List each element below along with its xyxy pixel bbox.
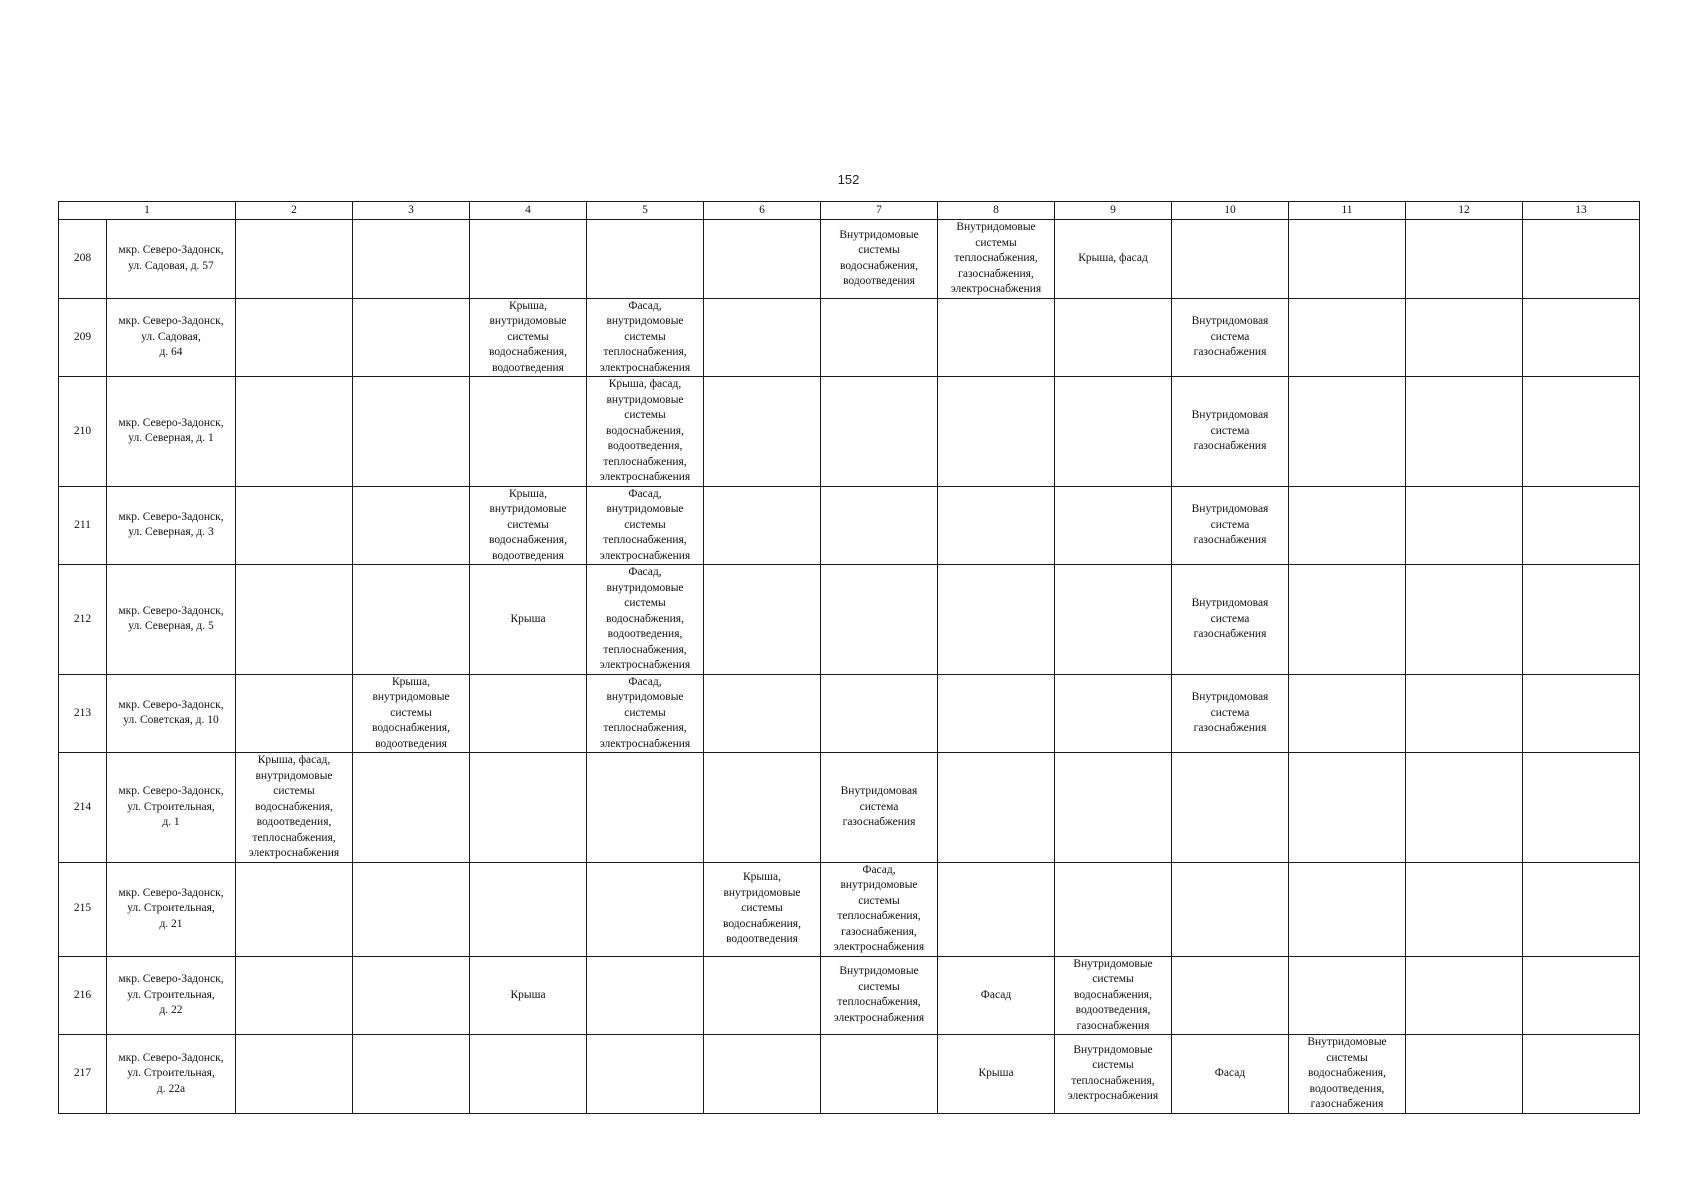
work-cell bbox=[353, 862, 470, 956]
work-cell bbox=[1172, 1035, 1289, 1114]
work-cell bbox=[1406, 486, 1523, 565]
work-cell bbox=[821, 377, 938, 487]
work-text: Внутридомовые системы теплоснабжения, газоснабжения, электроснабжения bbox=[950, 221, 1042, 295]
address-cell bbox=[107, 862, 236, 956]
work-cell bbox=[1406, 298, 1523, 377]
column-header: 12 bbox=[1406, 202, 1523, 220]
address-text: мкр. Северо-Задонск, ул. Строительная, д. 22 bbox=[118, 973, 224, 1016]
work-cell bbox=[821, 862, 938, 956]
column-header: 8 bbox=[938, 202, 1055, 220]
work-cell bbox=[704, 956, 821, 1035]
work-cell bbox=[704, 377, 821, 487]
work-cell bbox=[587, 1035, 704, 1114]
work-cell bbox=[587, 565, 704, 675]
work-cell bbox=[1172, 220, 1289, 299]
work-cell bbox=[1523, 486, 1640, 565]
row-number: 208 bbox=[59, 220, 107, 299]
row-number: 212 bbox=[59, 565, 107, 675]
work-text: Внутридомовые системы теплоснабжения, электроснабжения bbox=[833, 965, 925, 1024]
work-cell bbox=[1406, 565, 1523, 675]
work-text: Крыша, внутридомовые системы водоснабжения, водоотведения bbox=[723, 871, 801, 946]
row-number: 215 bbox=[59, 862, 107, 956]
work-text: Крыша, фасад, внутридомовые системы водоснабжения, водоотведения, теплоснабжения, электроснабжения bbox=[599, 378, 691, 483]
work-cell bbox=[1406, 377, 1523, 487]
work-cell bbox=[1055, 220, 1172, 299]
work-text: Внутридомовые системы теплоснабжения, электроснабжения bbox=[1067, 1043, 1159, 1103]
work-cell bbox=[938, 377, 1055, 487]
column-header: 13 bbox=[1523, 202, 1640, 220]
table-row bbox=[59, 1035, 1640, 1114]
table-row bbox=[59, 674, 1640, 753]
work-text: Внутридомовая система газоснабжения bbox=[1191, 597, 1269, 640]
work-cell bbox=[821, 565, 938, 675]
work-cell bbox=[1172, 674, 1289, 753]
work-cell bbox=[704, 1035, 821, 1114]
work-cell bbox=[1406, 956, 1523, 1035]
work-cell bbox=[1055, 298, 1172, 377]
work-cell bbox=[353, 486, 470, 565]
work-cell bbox=[236, 674, 353, 753]
work-text: Крыша, фасад, внутридомовые системы водоснабжения, водоотведения, теплоснабжения, электроснабжения bbox=[248, 754, 340, 859]
work-cell bbox=[1406, 220, 1523, 299]
column-header: 3 bbox=[353, 202, 470, 220]
work-cell bbox=[1523, 220, 1640, 299]
address-text: мкр. Северо-Задонск, ул. Строительная, д. 21 bbox=[118, 886, 224, 930]
work-cell bbox=[1289, 1035, 1406, 1114]
work-cell bbox=[1406, 753, 1523, 863]
address-cell bbox=[107, 486, 236, 565]
work-cell bbox=[1055, 377, 1172, 487]
row-number: 214 bbox=[59, 753, 107, 863]
address-cell bbox=[107, 298, 236, 377]
work-cell bbox=[236, 862, 353, 956]
work-text: Крыша bbox=[978, 1067, 1014, 1079]
work-cell bbox=[938, 862, 1055, 956]
work-cell bbox=[470, 565, 587, 675]
work-cell bbox=[1523, 674, 1640, 753]
work-cell bbox=[236, 753, 353, 863]
address-cell bbox=[107, 674, 236, 753]
address-cell bbox=[107, 377, 236, 487]
work-text: Фасад, внутридомовые системы теплоснабжения, газоснабжения, электроснабжения bbox=[833, 863, 925, 953]
work-cell bbox=[470, 956, 587, 1035]
header-row bbox=[59, 202, 1640, 220]
address-text: мкр. Северо-Задонск, ул. Строительная, д. 22а bbox=[118, 1051, 224, 1095]
work-cell bbox=[1523, 862, 1640, 956]
address-text: мкр. Северо-Задонск, ул. Советская, д. 10 bbox=[118, 698, 224, 727]
column-header: 11 bbox=[1289, 202, 1406, 220]
work-cell bbox=[1523, 1035, 1640, 1114]
work-text: Внутридомовая система газоснабжения bbox=[1191, 315, 1269, 358]
work-cell bbox=[1172, 298, 1289, 377]
work-text: Крыша bbox=[510, 988, 546, 1001]
work-cell bbox=[821, 486, 938, 565]
address-cell bbox=[107, 220, 236, 299]
work-text: Внутридомовая система газоснабжения bbox=[1191, 409, 1269, 452]
work-cell bbox=[353, 565, 470, 675]
work-cell bbox=[704, 862, 821, 956]
work-cell bbox=[1406, 862, 1523, 956]
row-number: 216 bbox=[59, 956, 107, 1035]
work-cell bbox=[821, 674, 938, 753]
work-cell bbox=[1055, 674, 1172, 753]
work-cell bbox=[1523, 298, 1640, 377]
work-cell bbox=[353, 674, 470, 753]
column-header: 5 bbox=[587, 202, 704, 220]
work-cell bbox=[470, 486, 587, 565]
work-cell bbox=[236, 377, 353, 487]
work-text: Фасад, внутридомовые системы водоснабжения, водоотведения, теплоснабжения, электроснабжения bbox=[599, 566, 691, 671]
work-cell bbox=[1055, 753, 1172, 863]
work-cell bbox=[353, 956, 470, 1035]
work-cell bbox=[704, 674, 821, 753]
work-cell bbox=[1172, 956, 1289, 1035]
work-cell bbox=[704, 565, 821, 675]
work-cell bbox=[1055, 862, 1172, 956]
work-cell bbox=[938, 674, 1055, 753]
work-cell bbox=[1172, 377, 1289, 487]
table-row bbox=[59, 862, 1640, 956]
work-cell bbox=[1523, 565, 1640, 675]
column-header: 1 bbox=[59, 202, 236, 220]
work-cell bbox=[236, 1035, 353, 1114]
work-cell bbox=[938, 298, 1055, 377]
work-cell bbox=[1289, 862, 1406, 956]
address-text: мкр. Северо-Задонск, ул. Северная, д. 5 bbox=[118, 604, 224, 633]
work-cell bbox=[1406, 674, 1523, 753]
work-cell bbox=[587, 956, 704, 1035]
work-cell bbox=[1055, 956, 1172, 1035]
row-number: 210 bbox=[59, 377, 107, 487]
work-cell bbox=[821, 753, 938, 863]
work-cell bbox=[353, 377, 470, 487]
work-text: Внутридомовая система газоснабжения bbox=[1191, 503, 1269, 546]
work-cell bbox=[470, 862, 587, 956]
work-cell bbox=[1055, 565, 1172, 675]
address-text: мкр. Северо-Задонск, ул. Северная, д. 1 bbox=[118, 416, 224, 445]
work-cell bbox=[938, 486, 1055, 565]
work-cell bbox=[821, 298, 938, 377]
work-cell bbox=[236, 298, 353, 377]
column-header: 2 bbox=[236, 202, 353, 220]
work-cell bbox=[587, 486, 704, 565]
work-cell bbox=[1172, 486, 1289, 565]
work-text: Фасад, внутридомовые системы теплоснабжения, электроснабжения bbox=[599, 487, 691, 562]
column-header: 7 bbox=[821, 202, 938, 220]
address-cell bbox=[107, 1035, 236, 1114]
column-header: 10 bbox=[1172, 202, 1289, 220]
work-cell bbox=[821, 220, 938, 299]
repair-schedule-table bbox=[58, 201, 1640, 1114]
work-text: Фасад, внутридомовые системы теплоснабжения, электроснабжения bbox=[599, 675, 691, 750]
column-header: 9 bbox=[1055, 202, 1172, 220]
table-row bbox=[59, 753, 1640, 863]
work-text: Внутридомовая система газоснабжения bbox=[840, 785, 918, 828]
work-cell bbox=[1172, 753, 1289, 863]
work-text: Внутридомовая система газоснабжения bbox=[1191, 691, 1269, 734]
row-number: 209 bbox=[59, 298, 107, 377]
address-cell bbox=[107, 956, 236, 1035]
work-cell bbox=[1523, 956, 1640, 1035]
row-number: 211 bbox=[59, 486, 107, 565]
address-text: мкр. Северо-Задонск, ул. Садовая, д. 57 bbox=[118, 244, 224, 272]
work-text: Крыша bbox=[510, 612, 546, 625]
address-cell bbox=[107, 753, 236, 863]
work-text: Крыша, фасад bbox=[1078, 252, 1148, 264]
address-text: мкр. Северо-Задонск, ул. Строительная, д. 1 bbox=[118, 785, 224, 828]
work-cell bbox=[236, 956, 353, 1035]
row-number: 213 bbox=[59, 674, 107, 753]
column-header: 6 bbox=[704, 202, 821, 220]
work-cell bbox=[587, 298, 704, 377]
work-cell bbox=[1172, 862, 1289, 956]
work-text: Фасад bbox=[1214, 1067, 1246, 1079]
work-cell bbox=[938, 753, 1055, 863]
work-cell bbox=[236, 220, 353, 299]
work-cell bbox=[938, 565, 1055, 675]
work-cell bbox=[587, 674, 704, 753]
work-cell bbox=[470, 298, 587, 377]
work-cell bbox=[236, 565, 353, 675]
work-cell bbox=[1289, 674, 1406, 753]
work-text: Внутридомовые системы водоснабжения, водоотведения, газоснабжения bbox=[1073, 957, 1153, 1032]
work-cell bbox=[821, 956, 938, 1035]
work-cell bbox=[704, 486, 821, 565]
work-cell bbox=[470, 1035, 587, 1114]
work-cell bbox=[587, 862, 704, 956]
work-cell bbox=[1289, 298, 1406, 377]
work-cell bbox=[353, 298, 470, 377]
work-cell bbox=[587, 753, 704, 863]
work-cell bbox=[1172, 565, 1289, 675]
work-cell bbox=[1523, 377, 1640, 487]
table-row bbox=[59, 486, 1640, 565]
work-text: Крыша, внутридомовые системы водоснабжения, водоотведения bbox=[489, 487, 567, 562]
work-cell bbox=[1289, 377, 1406, 487]
address-cell bbox=[107, 565, 236, 675]
work-text: Внутридомовые системы водоснабжения, водоотведения bbox=[839, 228, 919, 288]
work-text: Фасад bbox=[980, 988, 1012, 1001]
work-text: Фасад, внутридомовые системы теплоснабжения, электроснабжения bbox=[599, 299, 691, 374]
work-cell bbox=[821, 1035, 938, 1114]
work-cell bbox=[1289, 956, 1406, 1035]
work-cell bbox=[1289, 753, 1406, 863]
table-row bbox=[59, 377, 1640, 487]
work-cell bbox=[470, 377, 587, 487]
table-row bbox=[59, 298, 1640, 377]
work-cell bbox=[1406, 1035, 1523, 1114]
work-cell bbox=[587, 220, 704, 299]
table-row bbox=[59, 956, 1640, 1035]
work-cell bbox=[938, 1035, 1055, 1114]
work-text: Крыша, внутридомовые системы водоснабжения, водоотведения bbox=[489, 299, 567, 374]
table-row bbox=[59, 220, 1640, 299]
work-cell bbox=[353, 1035, 470, 1114]
work-cell bbox=[1289, 565, 1406, 675]
address-text: мкр. Северо-Задонск, ул. Садовая, д. 64 bbox=[118, 315, 224, 358]
work-cell bbox=[470, 753, 587, 863]
work-text: Крыша, внутридомовые системы водоснабжения, водоотведения bbox=[372, 675, 450, 750]
work-cell bbox=[938, 220, 1055, 299]
work-cell bbox=[1289, 486, 1406, 565]
address-text: мкр. Северо-Задонск, ул. Северная, д. 3 bbox=[118, 510, 224, 539]
page-number: 152 bbox=[837, 172, 860, 187]
work-cell bbox=[704, 753, 821, 863]
work-cell bbox=[1523, 753, 1640, 863]
work-cell bbox=[938, 956, 1055, 1035]
row-number: 217 bbox=[59, 1035, 107, 1114]
work-cell bbox=[1289, 220, 1406, 299]
work-cell bbox=[470, 674, 587, 753]
table-row bbox=[59, 565, 1640, 675]
work-cell bbox=[470, 220, 587, 299]
work-cell bbox=[587, 377, 704, 487]
work-cell bbox=[1055, 486, 1172, 565]
work-cell bbox=[353, 753, 470, 863]
work-cell bbox=[353, 220, 470, 299]
work-cell bbox=[1055, 1035, 1172, 1114]
work-cell bbox=[236, 486, 353, 565]
work-text: Внутридомовые системы водоснабжения, водоотведения, газоснабжения bbox=[1307, 1036, 1387, 1110]
work-cell bbox=[704, 298, 821, 377]
column-header: 4 bbox=[470, 202, 587, 220]
work-cell bbox=[704, 220, 821, 299]
